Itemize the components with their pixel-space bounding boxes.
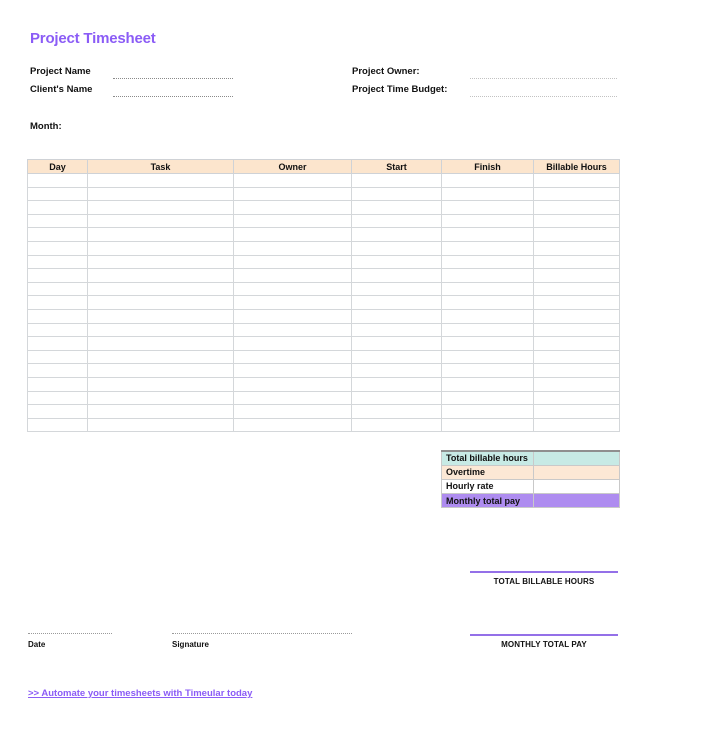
table-cell: [442, 309, 534, 323]
summary-label: Hourly rate: [442, 479, 534, 493]
summary-table: [441, 450, 620, 508]
table-cell: [534, 201, 620, 215]
table-cell: [442, 323, 534, 337]
table-cell: [352, 350, 442, 364]
table-cell: [88, 174, 234, 188]
table-row: [28, 228, 620, 242]
table-cell: [234, 214, 352, 228]
summary-row: [442, 451, 620, 465]
table-cell: [442, 201, 534, 215]
table-cell: [88, 377, 234, 391]
table-cell: [88, 364, 234, 378]
table-row: [28, 174, 620, 188]
signature-label: Signature: [172, 640, 209, 649]
table-cell: [88, 187, 234, 201]
table-cell: [28, 201, 88, 215]
table-cell: [352, 337, 442, 351]
table-cell: [28, 241, 88, 255]
table-row: [28, 255, 620, 269]
table-cell: [442, 174, 534, 188]
table-cell: [352, 201, 442, 215]
table-cell: [442, 187, 534, 201]
project-owner-label: Project Owner:: [352, 66, 420, 77]
table-cell: [88, 255, 234, 269]
table-cell: [442, 418, 534, 432]
table-cell: [534, 241, 620, 255]
table-row: [28, 201, 620, 215]
table-cell: [234, 405, 352, 419]
table-cell: [534, 323, 620, 337]
summary-label: Total billable hours: [442, 451, 534, 465]
monthly-total-pay-caption: [470, 634, 618, 649]
table-cell: [352, 228, 442, 242]
table-cell: [352, 364, 442, 378]
column-header-billable-hours: Billable Hours: [534, 160, 620, 174]
timesheet-table: [27, 159, 620, 432]
total-billable-hours-caption: [470, 571, 618, 586]
table-row: [28, 323, 620, 337]
table-cell: [88, 309, 234, 323]
table-cell: [352, 214, 442, 228]
table-cell: [352, 269, 442, 283]
summary-label: Overtime: [442, 465, 534, 479]
table-cell: [442, 337, 534, 351]
table-cell: [442, 228, 534, 242]
table-cell: [28, 377, 88, 391]
table-cell: [534, 269, 620, 283]
table-cell: [28, 350, 88, 364]
summary-body: [442, 451, 620, 508]
table-cell: [234, 364, 352, 378]
month-label: Month:: [30, 121, 62, 132]
table-cell: [28, 282, 88, 296]
table-row: [28, 405, 620, 419]
table-cell: [88, 323, 234, 337]
table-cell: [442, 405, 534, 419]
table-cell: [234, 350, 352, 364]
table-cell: [534, 337, 620, 351]
date-signature-line: [28, 633, 112, 649]
column-header-start: Start: [352, 160, 442, 174]
project-name-label: Project Name: [30, 66, 91, 77]
table-cell: [352, 391, 442, 405]
table-cell: [28, 296, 88, 310]
table-row: [28, 350, 620, 364]
table-row: [28, 187, 620, 201]
project-owner-field: [470, 66, 617, 79]
table-row: [28, 269, 620, 283]
table-cell: [28, 323, 88, 337]
table-cell: [352, 418, 442, 432]
table-cell: [88, 296, 234, 310]
table-cell: [28, 269, 88, 283]
total-billable-hours-label: TOTAL BILLABLE HOURS: [493, 577, 595, 586]
table-cell: [234, 269, 352, 283]
summary-row: [442, 465, 620, 479]
table-cell: [352, 187, 442, 201]
table-cell: [352, 405, 442, 419]
table-row: [28, 418, 620, 432]
timesheet-header-row: [28, 160, 620, 174]
table-cell: [28, 255, 88, 269]
table-cell: [352, 377, 442, 391]
table-row: [28, 391, 620, 405]
table-cell: [88, 337, 234, 351]
summary-row: [442, 494, 620, 508]
summary-value: [534, 494, 620, 508]
column-header-owner: Owner: [234, 160, 352, 174]
table-cell: [234, 228, 352, 242]
table-row: [28, 214, 620, 228]
table-row: [28, 282, 620, 296]
table-cell: [234, 391, 352, 405]
table-cell: [28, 418, 88, 432]
table-cell: [442, 255, 534, 269]
table-cell: [442, 364, 534, 378]
table-row: [28, 296, 620, 310]
table-cell: [234, 377, 352, 391]
table-row: [28, 337, 620, 351]
summary-value: [534, 465, 620, 479]
table-cell: [534, 214, 620, 228]
table-cell: [234, 201, 352, 215]
table-cell: [28, 391, 88, 405]
table-cell: [534, 364, 620, 378]
table-cell: [352, 309, 442, 323]
client-name-label: Client's Name: [30, 84, 93, 95]
table-cell: [88, 418, 234, 432]
column-header-task: Task: [88, 160, 234, 174]
table-cell: [28, 174, 88, 188]
table-cell: [28, 364, 88, 378]
table-cell: [234, 255, 352, 269]
summary-label: Monthly total pay: [442, 494, 534, 508]
table-cell: [442, 269, 534, 283]
table-cell: [88, 241, 234, 255]
project-time-budget-label: Project Time Budget:: [352, 84, 448, 95]
table-cell: [88, 228, 234, 242]
table-cell: [442, 214, 534, 228]
table-row: [28, 364, 620, 378]
table-row: [28, 377, 620, 391]
summary-value: [534, 451, 620, 465]
table-cell: [534, 282, 620, 296]
signature-line: [172, 633, 352, 649]
summary-value: [534, 479, 620, 493]
table-cell: [534, 255, 620, 269]
table-cell: [28, 337, 88, 351]
table-cell: [442, 350, 534, 364]
table-cell: [234, 418, 352, 432]
timesheet-body: [28, 174, 620, 432]
table-cell: [88, 201, 234, 215]
table-cell: [28, 228, 88, 242]
table-cell: [534, 391, 620, 405]
table-cell: [28, 187, 88, 201]
table-cell: [534, 296, 620, 310]
table-cell: [88, 214, 234, 228]
table-cell: [234, 323, 352, 337]
table-cell: [442, 391, 534, 405]
timeular-promo-link[interactable]: >> Automate your timesheets with Timeular today: [28, 688, 253, 699]
table-cell: [442, 241, 534, 255]
table-cell: [28, 214, 88, 228]
table-cell: [442, 282, 534, 296]
table-cell: [28, 405, 88, 419]
summary-row: [442, 479, 620, 493]
table-cell: [88, 391, 234, 405]
table-cell: [534, 350, 620, 364]
table-cell: [352, 296, 442, 310]
table-cell: [234, 174, 352, 188]
table-row: [28, 309, 620, 323]
table-cell: [534, 187, 620, 201]
table-cell: [534, 418, 620, 432]
table-cell: [534, 405, 620, 419]
table-cell: [352, 282, 442, 296]
table-cell: [234, 296, 352, 310]
table-cell: [28, 309, 88, 323]
project-name-field: [113, 66, 233, 79]
table-cell: [352, 174, 442, 188]
table-cell: [534, 174, 620, 188]
table-cell: [534, 309, 620, 323]
table-cell: [88, 350, 234, 364]
table-cell: [88, 282, 234, 296]
monthly-total-pay-label: MONTHLY TOTAL PAY: [501, 640, 587, 649]
table-row: [28, 241, 620, 255]
table-cell: [352, 255, 442, 269]
table-cell: [442, 377, 534, 391]
table-cell: [234, 337, 352, 351]
table-cell: [88, 405, 234, 419]
table-cell: [234, 187, 352, 201]
column-header-finish: Finish: [442, 160, 534, 174]
table-cell: [88, 269, 234, 283]
table-cell: [234, 282, 352, 296]
table-cell: [352, 323, 442, 337]
table-cell: [352, 241, 442, 255]
project-time-budget-field: [470, 84, 617, 97]
column-header-day: Day: [28, 160, 88, 174]
client-name-field: [113, 84, 233, 97]
date-label: Date: [28, 640, 46, 649]
table-cell: [442, 296, 534, 310]
table-cell: [234, 309, 352, 323]
table-cell: [534, 228, 620, 242]
table-cell: [234, 241, 352, 255]
table-cell: [534, 377, 620, 391]
page-title: Project Timesheet: [30, 30, 156, 47]
